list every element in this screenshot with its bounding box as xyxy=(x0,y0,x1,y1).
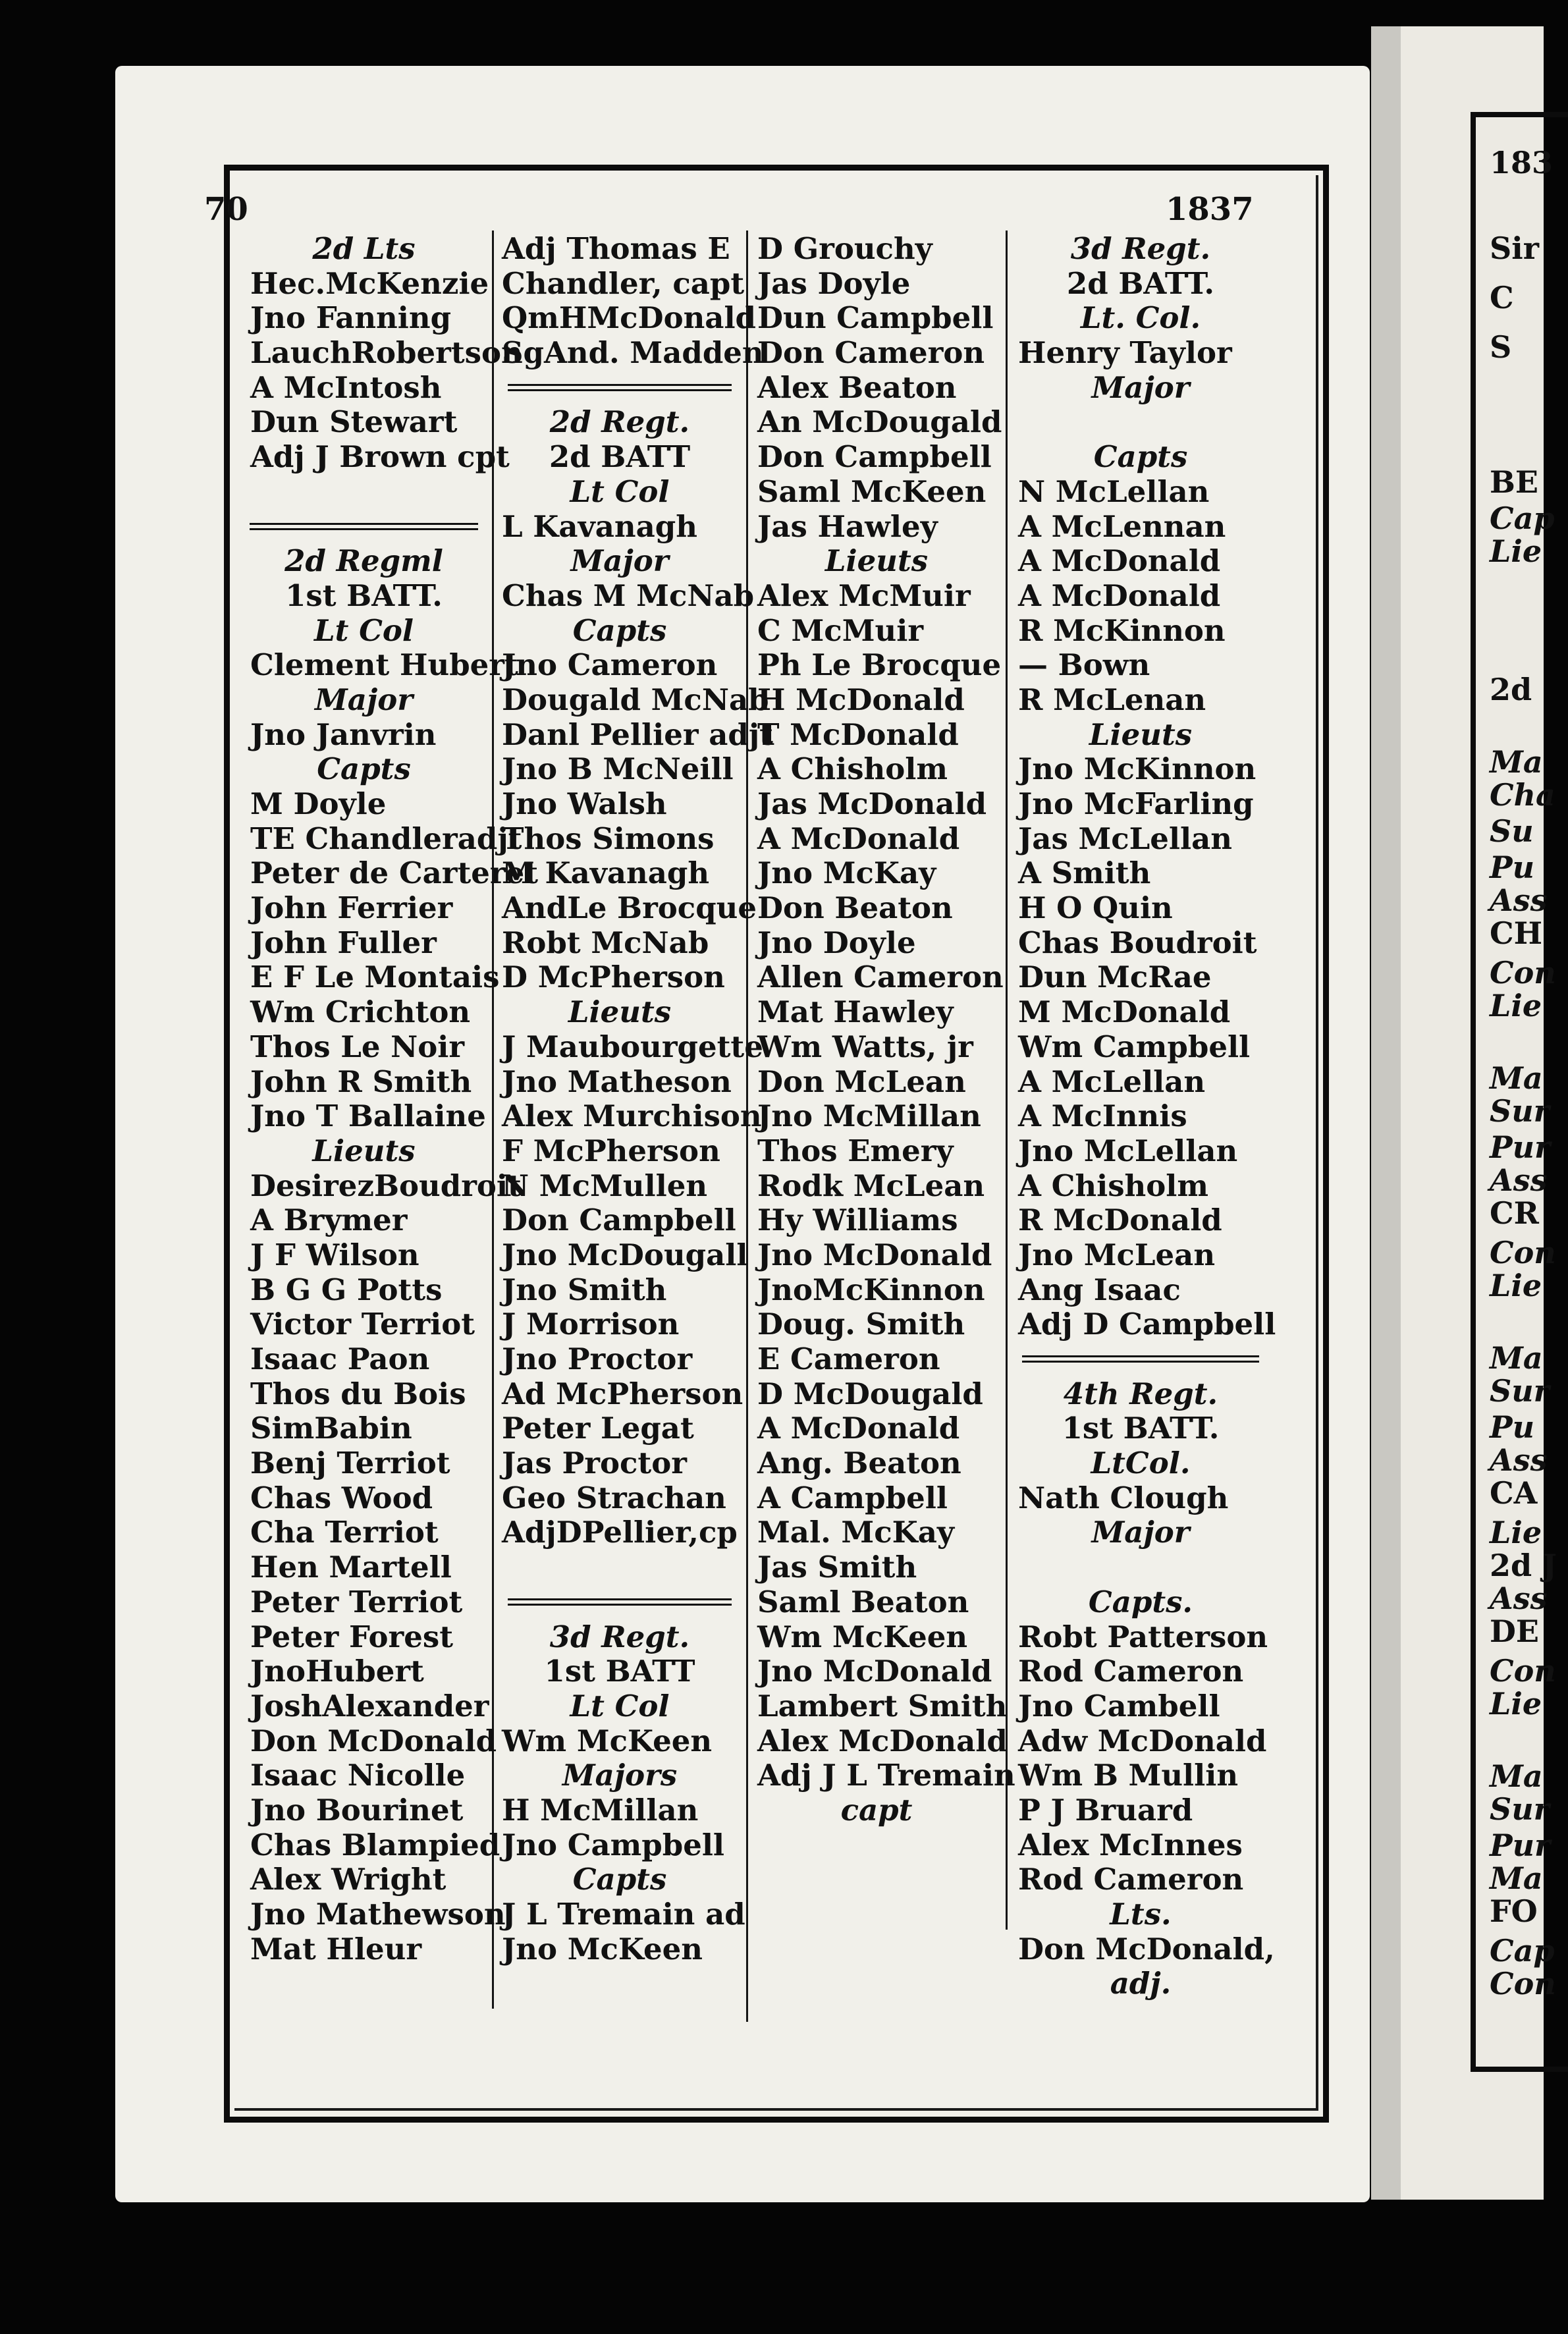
officer-name: Don Beaton xyxy=(757,890,953,926)
officer-name: A Brymer xyxy=(250,1203,408,1238)
facing-page-fragment: Pu xyxy=(1490,1409,1535,1445)
officer-name: Cha Terriot xyxy=(250,1515,439,1550)
officer-name: Jas McLellan xyxy=(1018,821,1232,856)
officer-name: Jno Walsh xyxy=(502,786,667,821)
officer-name: Jno Cambell xyxy=(1018,1688,1220,1723)
page-number: 70 xyxy=(204,191,248,228)
rank-heading: adj. xyxy=(1110,1966,1172,2001)
officer-name: John R Smith xyxy=(250,1064,472,1099)
officer-name: Wm Watts, jr xyxy=(757,1029,973,1064)
officer-name: Thos Emery xyxy=(757,1133,954,1168)
officer-name: Alex Wright xyxy=(250,1862,446,1897)
officer-name: Thos Le Noir xyxy=(250,1029,465,1064)
facing-page-fragment: 2d J xyxy=(1490,1548,1557,1583)
officer-name: Jno McMillan xyxy=(757,1099,981,1134)
facing-page-fragment: Sur xyxy=(1490,1373,1550,1409)
officer-name: Henry Taylor xyxy=(1018,335,1232,371)
officer-name: Wm Crichton xyxy=(250,994,471,1030)
officer-name: Jno McLellan xyxy=(1018,1133,1238,1168)
officer-name: Hec.McKenzie xyxy=(250,265,489,301)
officer-name: Hen Martell xyxy=(250,1550,452,1585)
rank-heading: Lieuts xyxy=(825,543,929,579)
rank-heading: Lts. xyxy=(1110,1897,1172,1932)
facing-page-fragment: Lie xyxy=(1490,1268,1542,1303)
officer-name: T McDonald xyxy=(757,717,959,752)
officer-name: Jno McDougall xyxy=(502,1237,748,1272)
officer-name: Doug. Smith xyxy=(757,1307,965,1342)
officer-name: Adj D Campbell xyxy=(1018,1307,1276,1342)
officer-name: P J Bruard xyxy=(1018,1792,1193,1828)
officer-name: JoshAlexander xyxy=(250,1688,489,1723)
column-divider-3 xyxy=(1006,231,1008,1930)
officer-name: Saml Beaton xyxy=(757,1584,969,1619)
rank-heading: 2d Regt. xyxy=(549,404,690,440)
officer-name: J L Tremain ad xyxy=(502,1897,745,1932)
double-rule-divider xyxy=(1009,1342,1272,1377)
officer-name: Dun Stewart xyxy=(250,404,458,440)
facing-page-fragment: S xyxy=(1490,329,1512,365)
officer-name: Jno Campbell xyxy=(502,1827,725,1862)
officer-name: Adj J L Tremain xyxy=(757,1758,1015,1793)
officer-name: Jno Janvrin xyxy=(250,717,437,752)
facing-page-fragment: CH xyxy=(1490,915,1543,951)
double-rule-divider xyxy=(495,371,744,406)
officer-name: — Bown xyxy=(1018,647,1150,683)
officer-name: R McKinnon xyxy=(1018,612,1226,648)
rank-heading: 2d Lts xyxy=(312,231,416,266)
officer-name: Benj Terriot xyxy=(250,1446,450,1481)
officer-name: Allen Cameron xyxy=(757,960,1004,995)
officer-name: H McMillan xyxy=(502,1792,699,1828)
officer-name: Dougald McNab xyxy=(502,682,769,717)
officer-name: Ang. Beaton xyxy=(757,1446,961,1481)
blank-line xyxy=(1009,405,1272,440)
officer-name: Mat Hawley xyxy=(757,994,954,1030)
facing-page-fragment: Con xyxy=(1490,1653,1556,1689)
officer-name: LauchRobertson xyxy=(250,335,523,371)
battalion-heading: 1st BATT. xyxy=(285,578,443,613)
officer-name: Ad McPherson xyxy=(502,1376,743,1411)
facing-page-fragment: Ass xyxy=(1490,1581,1548,1616)
facing-page-fragment: Sir xyxy=(1490,231,1539,266)
officer-name: Jno McFarling xyxy=(1018,786,1254,821)
officer-name: F McPherson xyxy=(502,1133,720,1168)
officer-name: Don McDonald xyxy=(250,1723,497,1758)
rank-heading: LtCol. xyxy=(1091,1446,1191,1481)
officer-name: Alex McDonald xyxy=(757,1723,1008,1758)
officer-name: R McDonald xyxy=(1018,1203,1222,1238)
rank-heading: Capts xyxy=(1093,439,1188,475)
officer-name: C McMuir xyxy=(757,612,924,648)
facing-page-fragment: CR xyxy=(1490,1195,1539,1231)
officer-name: Don McLean xyxy=(757,1064,966,1099)
officer-name: Alex McInnes xyxy=(1018,1827,1243,1862)
officer-name: R McLenan xyxy=(1018,682,1206,717)
facing-page-fragment: Ass xyxy=(1490,882,1548,918)
officer-name: Wm B Mullin xyxy=(1018,1758,1239,1793)
facing-page-fragment: Ass xyxy=(1490,1162,1548,1198)
officer-name: Jno Cameron xyxy=(502,647,718,683)
facing-page-fragment: Su xyxy=(1490,813,1534,849)
officer-name: A McLennan xyxy=(1018,508,1226,544)
officer-name: Jno McKay xyxy=(757,855,936,891)
officer-name: John Ferrier xyxy=(250,890,453,926)
officer-name: JnoMcKinnon xyxy=(757,1272,985,1307)
officer-name: A McDonald xyxy=(757,821,960,856)
roster-column-2 xyxy=(495,231,773,1967)
facing-page-fragment: Lie xyxy=(1490,533,1542,569)
officer-name: Jno B McNeill xyxy=(502,751,734,787)
officer-name: Peter Terriot xyxy=(250,1584,463,1619)
battalion-heading: 1st BATT. xyxy=(1062,1411,1220,1446)
officer-name: A McIntosh xyxy=(250,369,442,405)
officer-name: JnoHubert xyxy=(250,1654,424,1689)
officer-name: D Grouchy xyxy=(757,231,933,266)
officer-name: A McDonald xyxy=(1018,543,1221,579)
officer-name: D McPherson xyxy=(502,960,725,995)
officer-name: H O Quin xyxy=(1018,890,1173,926)
officer-name: Robt Patterson xyxy=(1018,1619,1268,1654)
facing-page-fragment: Sur xyxy=(1490,1791,1550,1827)
officer-name: Don McDonald, xyxy=(1018,1931,1275,1967)
officer-name: Jno McDonald xyxy=(757,1237,992,1272)
officer-name: Isaac Nicolle xyxy=(250,1758,466,1793)
battalion-heading: 1st BATT xyxy=(544,1654,695,1689)
officer-name: Ang Isaac xyxy=(1018,1272,1181,1307)
officer-name: Jas Proctor xyxy=(502,1446,687,1481)
officer-name: L Kavanagh xyxy=(502,508,697,544)
facing-page-fragment: Ass xyxy=(1490,1442,1548,1478)
officer-name: Mal. McKay xyxy=(757,1515,955,1550)
facing-page-fragment: Pur xyxy=(1490,1129,1551,1165)
officer-name: Robt McNab xyxy=(502,925,709,960)
officer-name: Victor Terriot xyxy=(250,1307,475,1342)
officer-name: A Smith xyxy=(1018,855,1151,891)
officer-name: Jas Doyle xyxy=(757,265,911,301)
rank-heading: capt xyxy=(840,1792,913,1828)
officer-name: Rod Cameron xyxy=(1018,1862,1244,1897)
officer-name: Peter Forest xyxy=(250,1619,454,1654)
rank-heading: 4th Regt. xyxy=(1063,1376,1218,1411)
officer-name: Peter de Carteret xyxy=(250,855,539,891)
rank-heading: Capts xyxy=(572,612,667,648)
officer-name: Chas Boudroit xyxy=(1018,925,1257,960)
roster-column-4 xyxy=(1009,231,1276,2001)
officer-name: A Campbell xyxy=(757,1480,948,1515)
facing-page-fragment: Ma xyxy=(1490,1340,1543,1376)
blank-line xyxy=(237,475,491,510)
officer-name: Mat Hleur xyxy=(250,1931,422,1967)
officer-name: Chas Blampied xyxy=(250,1827,500,1862)
battalion-heading: 2d BATT. xyxy=(1066,265,1215,301)
facing-page-fragment: 2d xyxy=(1490,672,1532,707)
officer-name: Hy Williams xyxy=(757,1203,958,1238)
facing-page-fragment: FO xyxy=(1490,1893,1538,1929)
rank-heading: Lt Col xyxy=(313,612,414,648)
officer-name: Jno McLean xyxy=(1018,1237,1216,1272)
officer-name: H McDonald xyxy=(757,682,965,717)
officer-name: Jas McDonald xyxy=(757,786,987,821)
facing-page-fragment: Sur xyxy=(1490,1093,1550,1129)
officer-name: Isaac Paon xyxy=(250,1342,430,1376)
officer-name: Nath Clough xyxy=(1018,1480,1229,1515)
officer-name: A Chisholm xyxy=(1018,1168,1208,1203)
officer-name: Jas Hawley xyxy=(757,508,938,544)
roster-column-3 xyxy=(749,231,1015,1828)
double-rule-divider xyxy=(237,510,491,545)
officer-name: Thos Simons xyxy=(502,821,715,856)
page-year: 1837 xyxy=(1166,191,1254,228)
officer-name: AdjDPellier,cp xyxy=(502,1515,738,1550)
officer-name: Jno Fanning xyxy=(250,300,452,336)
rank-heading: Lieuts xyxy=(1089,717,1193,752)
officer-name: E F Le Montais xyxy=(250,960,500,995)
facing-page-fragment: Cap xyxy=(1490,1933,1555,1968)
officer-name: Jno McKinnon xyxy=(1018,751,1257,787)
officer-name: DesirezBoudroit xyxy=(250,1168,522,1203)
officer-name: M Kavanagh xyxy=(502,855,710,891)
officer-name: John Fuller xyxy=(250,925,437,960)
rank-heading: Lt. Col. xyxy=(1080,300,1201,336)
facing-page-fragment: 183 xyxy=(1490,145,1554,180)
facing-page-fragment: Ma xyxy=(1490,744,1543,780)
facing-page-fragment: Lie xyxy=(1490,1515,1542,1550)
officer-name: Lambert Smith xyxy=(757,1688,1008,1723)
officer-name: A McDonald xyxy=(757,1411,960,1446)
officer-name: SimBabin xyxy=(250,1411,412,1446)
officer-name: Jno T Ballaine xyxy=(250,1099,486,1134)
facing-page-fragment: Cap xyxy=(1490,501,1555,536)
officer-name: B G G Potts xyxy=(250,1272,443,1307)
roster-column-1 xyxy=(237,231,539,1967)
officer-name: Wm McKeen xyxy=(502,1723,713,1758)
rank-heading: 3d Regt. xyxy=(549,1619,690,1654)
blank-line xyxy=(495,1550,744,1585)
officer-name: N McMullen xyxy=(502,1168,708,1203)
officer-name: Don Campbell xyxy=(757,439,992,475)
officer-name: A McDonald xyxy=(1018,578,1221,613)
rank-heading: 2d Regml xyxy=(284,543,443,579)
rank-heading: Lt Col xyxy=(570,474,670,509)
officer-name: Chandler, capt xyxy=(502,265,745,301)
rank-heading: Capts xyxy=(572,1862,667,1897)
facing-page-fragment: Lie xyxy=(1490,988,1542,1023)
officer-name: Ph Le Brocque xyxy=(757,647,1002,683)
officer-name: D McDougald xyxy=(757,1376,983,1411)
rank-heading: Majors xyxy=(562,1758,678,1793)
officer-name: Dun McRae xyxy=(1018,960,1212,995)
officer-name: M McDonald xyxy=(1018,994,1231,1030)
facing-page-fragment: Ma xyxy=(1490,1860,1543,1896)
officer-name: E Cameron xyxy=(757,1342,940,1376)
officer-name: Saml McKeen xyxy=(757,474,987,509)
rank-heading: Major xyxy=(1091,1515,1190,1550)
officer-name: Alex McMuir xyxy=(757,578,971,613)
facing-page-fragment: Con xyxy=(1490,1966,1556,2001)
officer-name: Jno Bourinet xyxy=(250,1792,464,1828)
officer-name: Jno McKeen xyxy=(502,1931,703,1967)
facing-page-fragment: BE xyxy=(1490,464,1538,500)
officer-name: Rodk McLean xyxy=(757,1168,985,1203)
rank-heading: Major xyxy=(570,543,669,579)
facing-page-fragment: Lie xyxy=(1490,1686,1542,1722)
officer-name: Peter Legat xyxy=(502,1411,694,1446)
facing-page-fragment: Con xyxy=(1490,1235,1556,1270)
officer-name: Don Campbell xyxy=(502,1203,736,1238)
facing-page-fragment: Ma xyxy=(1490,1060,1543,1096)
officer-name: Adj Thomas E xyxy=(502,231,730,266)
officer-name: Wm Campbell xyxy=(1018,1029,1251,1064)
officer-name: Dun Campbell xyxy=(757,300,994,336)
rank-heading: Capts xyxy=(317,751,411,787)
facing-page-fragment: Pu xyxy=(1490,850,1535,885)
rank-heading: Major xyxy=(315,682,413,717)
facing-page-fragment: DE xyxy=(1490,1614,1539,1649)
officer-name: Alex Murchison xyxy=(502,1099,762,1134)
double-rule-divider xyxy=(495,1585,744,1620)
rank-heading: Major xyxy=(1091,369,1190,405)
officer-name: A McInnis xyxy=(1018,1099,1187,1134)
facing-page-fragment: Pur xyxy=(1490,1828,1551,1863)
battalion-heading: 2d BATT xyxy=(549,439,691,475)
officer-name: Adj J Brown cpt xyxy=(250,439,510,475)
officer-name: Don Cameron xyxy=(757,335,985,371)
officer-name: M Doyle xyxy=(250,786,387,821)
officer-name: A Chisholm xyxy=(757,751,948,787)
officer-name: An McDougald xyxy=(757,404,1002,440)
rank-heading: Capts. xyxy=(1088,1584,1193,1619)
officer-name: Rod Cameron xyxy=(1018,1654,1244,1689)
page-gutter-shadow xyxy=(1371,26,1401,2200)
rank-heading: 3d Regt. xyxy=(1070,231,1211,266)
officer-name: Thos du Bois xyxy=(250,1376,466,1411)
officer-name: Danl Pellier adjt xyxy=(502,717,773,752)
officer-name: QmHMcDonald xyxy=(502,300,757,336)
officer-name: Jno Doyle xyxy=(757,925,916,960)
officer-name: Geo Strachan xyxy=(502,1480,726,1515)
rank-heading: Lt Col xyxy=(570,1688,670,1723)
facing-page-fragment: Ma xyxy=(1490,1758,1543,1794)
officer-name: N McLellan xyxy=(1018,474,1210,509)
officer-name: Jno McDonald xyxy=(757,1654,992,1689)
officer-name: Jno Smith xyxy=(502,1272,667,1307)
facing-page-fragment: Con xyxy=(1490,955,1556,991)
officer-name: A McLellan xyxy=(1018,1064,1206,1099)
officer-name: J F Wilson xyxy=(250,1237,419,1272)
officer-name: Clement Hubert xyxy=(250,647,518,683)
officer-name: J Maubourgette xyxy=(502,1029,763,1064)
officer-name: AndLe Brocque xyxy=(502,890,757,926)
officer-name: Jno Proctor xyxy=(502,1342,693,1376)
officer-name: Jno Mathewson xyxy=(250,1897,506,1932)
officer-name: Chas M McNab xyxy=(502,578,755,613)
facing-page-fragment: C xyxy=(1490,280,1514,315)
facing-page-fragment: CA xyxy=(1490,1475,1538,1511)
officer-name: Jas Smith xyxy=(757,1550,917,1585)
officer-name: Jno Matheson xyxy=(502,1064,732,1099)
officer-name: Alex Beaton xyxy=(757,369,957,405)
officer-name: Wm McKeen xyxy=(757,1619,968,1654)
officer-name: Adw McDonald xyxy=(1018,1723,1267,1758)
officer-name: Chas Wood xyxy=(250,1480,433,1515)
facing-page-fragment: Cha xyxy=(1490,777,1555,813)
officer-name: SgAnd. Madden xyxy=(502,335,764,371)
blank-line xyxy=(1009,1550,1272,1585)
rank-heading: Lieuts xyxy=(568,994,672,1030)
officer-name: TE Chandleradjt xyxy=(250,821,522,856)
officer-name: J Morrison xyxy=(502,1307,680,1342)
rank-heading: Lieuts xyxy=(312,1133,416,1168)
